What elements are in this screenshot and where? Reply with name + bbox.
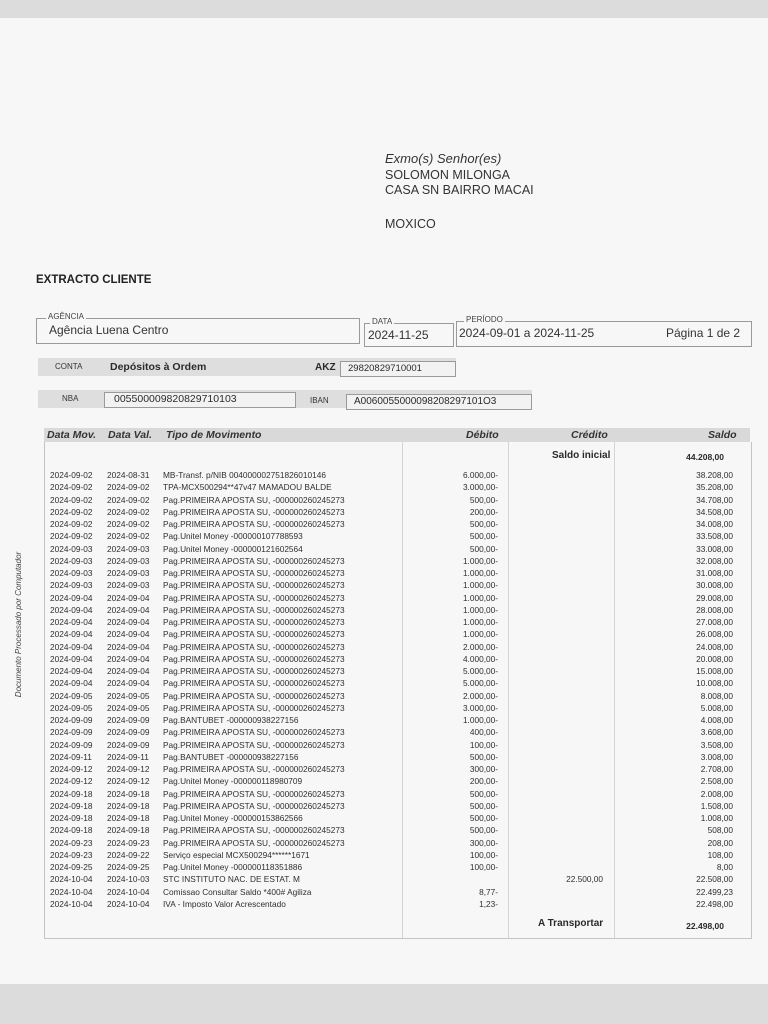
cell-data-mov: 2024-09-09 — [50, 739, 93, 750]
account-number: 29820829710001 — [348, 363, 422, 374]
cell-saldo: 34.008,00 — [696, 519, 733, 529]
table-row — [0, 752, 768, 764]
cell-data-mov: 2024-09-03 — [50, 568, 93, 578]
cell-tipo-movimento: Pag.PRIMEIRA APOSTA SU, -000000260245273 — [163, 666, 345, 676]
cell-data-mov: 2024-09-04 — [50, 653, 93, 664]
cell-tipo-movimento: Pag.BANTUBET -000000938227156 — [163, 715, 299, 725]
cell-debito: 8,77- — [479, 886, 498, 897]
cell-data-val: 2024-09-18 — [107, 788, 150, 799]
cell-debito: 500,00- — [469, 813, 498, 823]
cell-data-mov: 2024-09-04 — [50, 592, 93, 603]
cell-data-mov: 2024-09-25 — [50, 862, 93, 872]
table-row — [0, 776, 768, 788]
cell-data-val: 2024-08-31 — [107, 470, 150, 480]
cell-saldo: 32.008,00 — [696, 555, 733, 566]
data-label: DATA — [372, 317, 393, 326]
cell-data-mov: 2024-09-02 — [50, 482, 93, 493]
cell-data-mov: 2024-09-02 — [50, 494, 93, 505]
table-row — [0, 727, 768, 739]
cell-tipo-movimento: Pag.BANTUBET -000000938227156 — [163, 751, 299, 762]
cell-tipo-movimento: Pag.Unitel Money -000000118351886 — [163, 862, 303, 872]
table-row — [0, 666, 768, 678]
table-row — [0, 482, 768, 494]
table-row — [0, 531, 768, 543]
cell-data-val: 2024-09-05 — [107, 690, 150, 701]
cell-data-val: 2024-09-03 — [107, 543, 150, 554]
cell-debito: 300,00- — [469, 837, 498, 848]
cell-tipo-movimento: Pag.Unitel Money -000000153862566 — [163, 813, 303, 823]
cell-saldo: 28.008,00 — [696, 604, 733, 615]
cell-debito: 1,23- — [479, 898, 498, 909]
transportar-value: 22.498,00 — [686, 921, 724, 931]
cell-saldo: 35.208,00 — [696, 482, 733, 493]
cell-tipo-movimento: Pag.PRIMEIRA APOSTA SU, -000000260245273 — [163, 592, 345, 603]
cell-tipo-movimento: Pag.PRIMEIRA APOSTA SU, -000000260245273 — [163, 678, 345, 689]
document-title: EXTRACTO CLIENTE — [36, 274, 152, 286]
cell-tipo-movimento: Pag.PRIMEIRA APOSTA SU, -000000260245273 — [163, 825, 345, 836]
cell-data-val: 2024-10-04 — [107, 886, 150, 897]
cell-debito: 500,00- — [469, 531, 498, 542]
cell-debito: 3.000,00- — [462, 482, 498, 493]
cell-saldo: 2.708,00 — [700, 764, 733, 774]
table-row — [0, 801, 768, 813]
recipient-city: MOXICO — [385, 217, 436, 231]
cell-saldo: 3.008,00 — [700, 751, 733, 762]
cell-credito: 22.500,00 — [566, 874, 603, 885]
cell-saldo: 4.008,00 — [700, 715, 733, 725]
cell-tipo-movimento: Pag.PRIMEIRA APOSTA SU, -000000260245273 — [163, 506, 345, 517]
iban-label: IBAN — [310, 396, 329, 405]
cell-data-mov: 2024-09-03 — [50, 580, 93, 591]
cell-data-mov: 2024-10-04 — [50, 874, 93, 885]
conta-value: Depósitos à Ordem — [110, 361, 207, 373]
cell-debito: 2.000,00- — [462, 641, 498, 652]
table-row — [0, 495, 768, 507]
cell-data-val: 2024-09-05 — [107, 702, 150, 713]
cell-saldo: 208,00 — [707, 837, 733, 848]
cell-tipo-movimento: IVA - Imposto Valor Acrescentado — [163, 898, 286, 909]
cell-debito: 1.000,00- — [462, 592, 498, 603]
cell-data-val: 2024-09-02 — [107, 506, 150, 517]
cell-saldo: 24.008,00 — [696, 641, 733, 652]
cell-debito: 5.000,00- — [462, 666, 498, 676]
cell-saldo: 34.708,00 — [696, 494, 733, 505]
cell-saldo: 2.008,00 — [700, 788, 733, 799]
cell-data-val: 2024-09-04 — [107, 592, 150, 603]
cell-data-val: 2024-09-04 — [107, 604, 150, 615]
table-row — [0, 740, 768, 752]
agencia-label: AGÊNCIA — [48, 312, 85, 321]
cell-data-mov: 2024-09-09 — [50, 715, 93, 725]
nba-label: NBA — [62, 394, 79, 403]
table-row — [0, 678, 768, 690]
cell-tipo-movimento: Pag.PRIMEIRA APOSTA SU, -000000260245273 — [163, 702, 345, 713]
agencia-value: Agência Luena Centro — [49, 323, 169, 337]
table-row — [0, 899, 768, 911]
cell-saldo: 29.008,00 — [696, 592, 733, 603]
cell-data-val: 2024-09-04 — [107, 617, 150, 627]
cell-data-val: 2024-09-02 — [107, 482, 150, 493]
cell-tipo-movimento: Pag.PRIMEIRA APOSTA SU, -000000260245273 — [163, 653, 345, 664]
cell-debito: 100,00- — [469, 862, 498, 872]
cell-tipo-movimento: Pag.PRIMEIRA APOSTA SU, -000000260245273 — [163, 519, 345, 529]
cell-data-mov: 2024-09-04 — [50, 604, 93, 615]
cell-debito: 1.000,00- — [462, 604, 498, 615]
cell-data-mov: 2024-09-18 — [50, 788, 93, 799]
cell-data-val: 2024-09-04 — [107, 629, 150, 640]
cell-tipo-movimento: Pag.PRIMEIRA APOSTA SU, -000000260245273 — [163, 568, 345, 578]
table-row — [0, 850, 768, 862]
cell-data-val: 2024-09-12 — [107, 764, 150, 774]
cell-data-val: 2024-09-18 — [107, 800, 150, 811]
cell-saldo: 22.498,00 — [696, 898, 733, 909]
col-credito: Crédito — [571, 429, 608, 441]
recipient-address: CASA SN BAIRRO MACAI — [385, 183, 534, 197]
table-row — [0, 642, 768, 654]
cell-tipo-movimento: Pag.PRIMEIRA APOSTA SU, -000000260245273 — [163, 494, 345, 505]
table-row — [0, 568, 768, 580]
cell-data-mov: 2024-09-05 — [50, 690, 93, 701]
cell-data-val: 2024-09-02 — [107, 494, 150, 505]
col-data-mov: Data Mov. — [47, 429, 97, 441]
cell-debito: 200,00- — [469, 776, 498, 787]
cell-debito: 400,00- — [469, 727, 498, 738]
cell-data-val: 2024-09-09 — [107, 727, 150, 738]
cell-debito: 500,00- — [469, 800, 498, 811]
cell-tipo-movimento: Pag.PRIMEIRA APOSTA SU, -000000260245273 — [163, 800, 345, 811]
cell-debito: 4.000,00- — [462, 653, 498, 664]
page-number: Página 1 de 2 — [666, 326, 741, 340]
conta-label: CONTA — [55, 362, 83, 371]
cell-data-val: 2024-09-03 — [107, 555, 150, 566]
cell-data-mov: 2024-09-09 — [50, 727, 93, 738]
table-row — [0, 519, 768, 531]
transportar-label: A Transportar — [538, 918, 604, 929]
cell-data-mov: 2024-09-12 — [50, 776, 93, 787]
table-row — [0, 605, 768, 617]
cell-saldo: 26.008,00 — [696, 629, 733, 640]
cell-tipo-movimento: Serviço especial MCX500294******1671 — [163, 849, 310, 860]
cell-saldo: 34.508,00 — [696, 506, 733, 517]
cell-saldo: 2.508,00 — [700, 776, 733, 787]
cell-debito: 500,00- — [469, 825, 498, 836]
cell-data-mov: 2024-09-04 — [50, 666, 93, 676]
cell-tipo-movimento: Pag.PRIMEIRA APOSTA SU, -000000260245273 — [163, 617, 345, 627]
cell-saldo: 22.508,00 — [696, 874, 733, 885]
cell-debito: 300,00- — [469, 764, 498, 774]
table-row — [0, 838, 768, 850]
cell-saldo: 30.008,00 — [696, 580, 733, 591]
table-row — [0, 703, 768, 715]
cell-debito: 100,00- — [469, 849, 498, 860]
cell-data-val: 2024-09-18 — [107, 813, 150, 823]
cell-data-mov: 2024-09-02 — [50, 470, 93, 480]
cell-data-mov: 2024-09-03 — [50, 543, 93, 554]
table-row — [0, 813, 768, 825]
cell-data-val: 2024-09-02 — [107, 519, 150, 529]
cell-debito: 500,00- — [469, 494, 498, 505]
cell-tipo-movimento: STC INSTITUTO NAC. DE ESTAT. M — [163, 874, 300, 885]
cell-saldo: 38.208,00 — [696, 470, 733, 480]
cell-saldo: 1.008,00 — [700, 813, 733, 823]
cell-debito: 5.000,00- — [462, 678, 498, 689]
table-row — [0, 789, 768, 801]
nba-value: 005500009820829710103 — [114, 393, 237, 405]
cell-tipo-movimento: Pag.PRIMEIRA APOSTA SU, -000000260245273 — [163, 788, 345, 799]
cell-data-mov: 2024-09-02 — [50, 506, 93, 517]
cell-tipo-movimento: Pag.Unitel Money -000000121602564 — [163, 543, 303, 554]
cell-tipo-movimento: Pag.Unitel Money -000000118980709 — [163, 776, 303, 787]
currency-label: AKZ — [315, 362, 336, 373]
table-row — [0, 825, 768, 837]
table-row — [0, 544, 768, 556]
cell-saldo: 27.008,00 — [696, 617, 733, 627]
cell-data-mov: 2024-09-23 — [50, 837, 93, 848]
table-row — [0, 887, 768, 899]
periodo-value: 2024-09-01 a 2024-11-25 — [459, 326, 595, 340]
cell-data-val: 2024-10-03 — [107, 874, 150, 885]
recipient-name: SOLOMON MILONGA — [385, 168, 511, 182]
table-row — [0, 764, 768, 776]
table-row — [0, 654, 768, 666]
periodo-label: PERÍODO — [466, 315, 503, 324]
cell-data-val: 2024-09-04 — [107, 666, 150, 676]
cell-saldo: 8,00 — [716, 862, 733, 872]
cell-tipo-movimento: Pag.PRIMEIRA APOSTA SU, -000000260245273 — [163, 604, 345, 615]
iban-value: A0060055000098208297101O3 — [354, 396, 497, 407]
cell-saldo: 15.008,00 — [696, 666, 733, 676]
cell-data-mov: 2024-09-12 — [50, 764, 93, 774]
table-row — [0, 593, 768, 605]
cell-data-mov: 2024-09-03 — [50, 555, 93, 566]
cell-data-val: 2024-09-04 — [107, 678, 150, 689]
cell-data-val: 2024-09-03 — [107, 568, 150, 578]
cell-saldo: 5.008,00 — [700, 702, 733, 713]
cell-data-val: 2024-09-11 — [107, 751, 149, 762]
cell-saldo: 8.008,00 — [700, 690, 733, 701]
cell-debito: 1.000,00- — [462, 629, 498, 640]
cell-data-mov: 2024-10-04 — [50, 886, 93, 897]
cell-data-val: 2024-09-23 — [107, 837, 150, 848]
cell-debito: 1.000,00- — [462, 617, 498, 627]
cell-data-val: 2024-09-09 — [107, 715, 150, 725]
cell-data-val: 2024-09-04 — [107, 653, 150, 664]
col-data-val: Data Val. — [108, 429, 152, 441]
cell-saldo: 508,00 — [707, 825, 733, 836]
cell-saldo: 108,00 — [707, 849, 733, 860]
col-saldo: Saldo — [708, 429, 737, 441]
cell-data-val: 2024-09-25 — [107, 862, 150, 872]
cell-data-val: 2024-09-18 — [107, 825, 150, 836]
cell-tipo-movimento: Comissao Consultar Saldo *400# Agiliza — [163, 886, 312, 897]
cell-saldo: 3.608,00 — [700, 727, 733, 738]
cell-saldo: 33.508,00 — [696, 531, 733, 542]
cell-debito: 500,00- — [469, 519, 498, 529]
cell-debito: 1.000,00- — [462, 715, 498, 725]
cell-data-val: 2024-10-04 — [107, 898, 150, 909]
cell-debito: 500,00- — [469, 751, 498, 762]
col-debito: Débito — [466, 429, 499, 441]
cell-data-val: 2024-09-22 — [107, 849, 150, 860]
cell-tipo-movimento: Pag.PRIMEIRA APOSTA SU, -000000260245273 — [163, 629, 345, 640]
cell-saldo: 33.008,00 — [696, 543, 733, 554]
cell-saldo: 10.008,00 — [696, 678, 733, 689]
cell-tipo-movimento: Pag.PRIMEIRA APOSTA SU, -000000260245273 — [163, 690, 345, 701]
saldo-inicial-value: 44.208,00 — [686, 452, 724, 462]
cell-data-mov: 2024-09-04 — [50, 629, 93, 640]
cell-tipo-movimento: TPA-MCX500294**47v47 MAMADOU BALDE — [163, 482, 332, 493]
col-tipo-movimento: Tipo de Movimento — [166, 429, 262, 441]
cell-data-mov: 2024-09-02 — [50, 519, 93, 529]
cell-saldo: 3.508,00 — [700, 739, 733, 750]
cell-tipo-movimento: Pag.PRIMEIRA APOSTA SU, -000000260245273 — [163, 727, 345, 738]
cell-debito: 100,00- — [469, 739, 498, 750]
table-row — [0, 874, 768, 886]
cell-tipo-movimento: Pag.PRIMEIRA APOSTA SU, -000000260245273 — [163, 739, 345, 750]
cell-debito: 1.000,00- — [462, 580, 498, 591]
cell-debito: 3.000,00- — [462, 702, 498, 713]
cell-tipo-movimento: Pag.PRIMEIRA APOSTA SU, -000000260245273 — [163, 764, 345, 774]
saldo-inicial-label: Saldo inicial — [552, 450, 611, 461]
cell-tipo-movimento: Pag.PRIMEIRA APOSTA SU, -000000260245273 — [163, 580, 345, 591]
cell-saldo: 20.008,00 — [696, 653, 733, 664]
cell-data-val: 2024-09-09 — [107, 739, 150, 750]
cell-data-val: 2024-09-03 — [107, 580, 150, 591]
recipient-greeting: Exmo(s) Senhor(es) — [385, 151, 502, 166]
cell-data-mov: 2024-09-18 — [50, 800, 93, 811]
cell-data-mov: 2024-09-23 — [50, 849, 93, 860]
cell-data-mov: 2024-09-04 — [50, 641, 93, 652]
cell-data-mov: 2024-09-04 — [50, 678, 93, 689]
cell-tipo-movimento: Pag.PRIMEIRA APOSTA SU, -000000260245273 — [163, 641, 345, 652]
data-value: 2024-11-25 — [368, 328, 429, 342]
table-row — [0, 556, 768, 568]
cell-debito: 1.000,00- — [462, 568, 498, 578]
cell-saldo: 31.008,00 — [696, 568, 733, 578]
table-row — [0, 629, 768, 641]
cell-tipo-movimento: Pag.PRIMEIRA APOSTA SU, -000000260245273 — [163, 837, 345, 848]
table-row — [0, 691, 768, 703]
cell-saldo: 22.499,23 — [696, 886, 733, 897]
cell-tipo-movimento: MB-Transf. p/NIB 004000002751826010146 — [163, 470, 326, 480]
cell-saldo: 1.508,00 — [700, 800, 733, 811]
cell-data-mov: 2024-10-04 — [50, 898, 93, 909]
cell-data-mov: 2024-09-18 — [50, 825, 93, 836]
cell-debito: 1.000,00- — [462, 555, 498, 566]
table-row — [0, 715, 768, 727]
table-row — [0, 507, 768, 519]
cell-data-mov: 2024-09-18 — [50, 813, 93, 823]
cell-tipo-movimento: Pag.PRIMEIRA APOSTA SU, -000000260245273 — [163, 555, 345, 566]
cell-data-mov: 2024-09-11 — [50, 751, 92, 762]
side-note: Documento Processado por Computador — [14, 551, 24, 698]
cell-data-mov: 2024-09-05 — [50, 702, 93, 713]
cell-debito: 500,00- — [469, 543, 498, 554]
cell-debito: 6.000,00- — [462, 470, 498, 480]
cell-data-mov: 2024-09-04 — [50, 617, 93, 627]
table-row — [0, 470, 768, 482]
cell-debito: 2.000,00- — [462, 690, 498, 701]
cell-debito: 500,00- — [469, 788, 498, 799]
cell-data-val: 2024-09-12 — [107, 776, 150, 787]
cell-debito: 200,00- — [469, 506, 498, 517]
cell-data-val: 2024-09-04 — [107, 641, 150, 652]
cell-data-mov: 2024-09-02 — [50, 531, 93, 542]
table-row — [0, 617, 768, 629]
table-row — [0, 862, 768, 874]
cell-tipo-movimento: Pag.Unitel Money -000000107788593 — [163, 531, 303, 542]
cell-data-val: 2024-09-02 — [107, 531, 150, 542]
table-row — [0, 580, 768, 592]
